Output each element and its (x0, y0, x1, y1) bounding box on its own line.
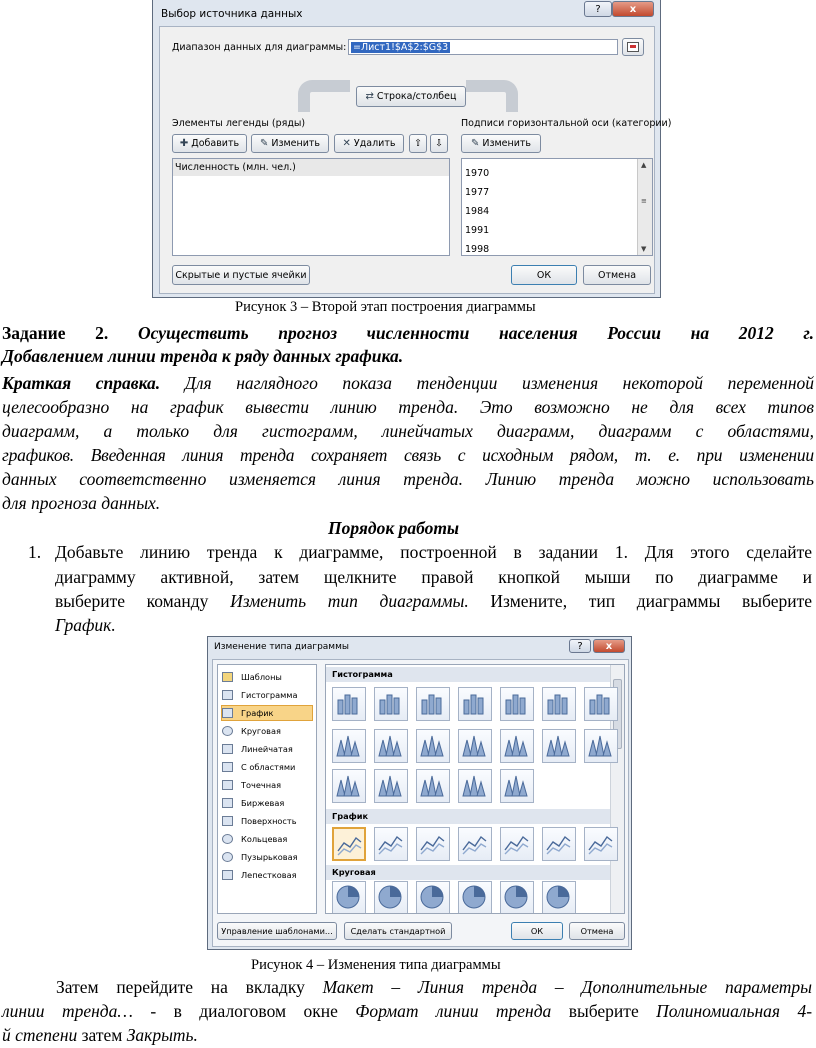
list-item[interactable]: Численность (млн. чел.) (173, 159, 449, 176)
dialog-title: Изменение типа диаграммы (214, 642, 349, 652)
category-surface[interactable]: Поверхность (222, 813, 297, 829)
info-line-3: диаграмм, а только для гистограмм, линейчатых диаграмм, диаграмм с областями, (2, 421, 814, 441)
scatter-chart-icon (222, 780, 233, 790)
switch-icon: ⇄ (365, 91, 374, 102)
column-chart-type-icon[interactable] (584, 687, 618, 721)
collapse-range-icon[interactable] (622, 38, 644, 56)
range-value[interactable]: =Лист1!$A$2:$G$3 (353, 42, 449, 53)
add-series-button[interactable]: ✚ Добавить (172, 134, 247, 153)
legend-label: Элементы легенды (ряды) (172, 118, 306, 129)
edit-axis-button[interactable]: ✎ Изменить (461, 134, 541, 153)
add-icon: ✚ (179, 138, 189, 149)
cone-chart-type-icon[interactable] (500, 729, 534, 763)
category-histogram[interactable]: Гистограмма (222, 687, 297, 703)
category-list[interactable] (461, 158, 653, 256)
manage-templates-button[interactable]: Управление шаблонами... (217, 922, 337, 940)
area-chart-icon (222, 762, 233, 772)
cone-chart-type-icon[interactable] (374, 769, 408, 803)
category-pie[interactable]: Круговая (222, 723, 281, 739)
dialog-body (212, 659, 629, 947)
category-bar[interactable]: Линейчатая (222, 741, 293, 757)
column-chart-type-icon[interactable] (500, 687, 534, 721)
axis-label: Подписи горизонтальной оси (категории) (461, 118, 672, 129)
bar-chart-icon (222, 744, 233, 754)
final-line-3: й степени затем Закрыть. (2, 1025, 198, 1045)
step-line-2: диаграмму активной, затем щелкните правой кнопкой мыши по диаграмме и (55, 567, 812, 587)
cone-chart-type-icon[interactable] (458, 729, 492, 763)
line-chart-icon (222, 708, 233, 718)
dialog-title: Выбор источника данных (161, 8, 303, 20)
figure-3-caption: Рисунок 3 – Второй этап построения диаграммы (235, 299, 536, 315)
edit-icon: ✎ (470, 138, 480, 149)
info-line-1: Краткая справка. Для наглядного показа тенденции изменения некоторой переменной (2, 373, 814, 393)
category-radar[interactable]: Лепестковая (222, 867, 297, 883)
pie-chart-type-icon[interactable] (332, 881, 366, 914)
column-chart-type-icon[interactable] (416, 687, 450, 721)
info-line-5: данных соответственно изменяется линия тренда. Линию тренда можно использовать (2, 469, 814, 489)
change-chart-type-dialog (207, 636, 632, 950)
help-button[interactable]: ? (569, 639, 591, 653)
cone-chart-type-icon[interactable] (542, 729, 576, 763)
range-label: Диапазон данных для диаграммы: (172, 42, 347, 53)
column-chart-type-icon[interactable] (374, 687, 408, 721)
section-line: График (326, 809, 610, 824)
column-chart-type-icon[interactable] (458, 687, 492, 721)
list-item[interactable]: 1977 (465, 187, 490, 198)
step-line-1: Добавьте линию тренда к диаграмме, построенной в задании 1. Для этого сделайте (55, 542, 812, 562)
final-line-2: линии тренда… - в диалоговом окне Формат линии тренда выберите Полиномиальная 4- (2, 1001, 813, 1021)
final-line-1: Затем перейдите на вкладку Макет – Линия тренда – Дополнительные параметры (56, 977, 813, 997)
close-button[interactable]: x (612, 1, 654, 17)
cone-chart-type-icon[interactable] (416, 729, 450, 763)
switch-row-column-button[interactable]: ⇄ Строка/столбец (356, 86, 466, 107)
line-chart-type-icon[interactable] (542, 827, 576, 861)
select-data-source-dialog (152, 0, 672, 298)
info-line-6: для прогноза данных. (2, 493, 161, 513)
chart-type-gallery[interactable] (325, 664, 625, 914)
info-line-2: целесообразно на график вывести линию тренда. Это возможно не для всех типов (2, 397, 814, 417)
category-area[interactable]: С областями (222, 759, 295, 775)
section-histogram: Гистограмма (326, 667, 610, 682)
hidden-cells-button[interactable]: Скрытые и пустые ячейки (172, 265, 310, 285)
edit-icon: ✎ (259, 138, 269, 149)
bubble-chart-icon (222, 852, 233, 862)
task-line-2: Добавлением линии тренда к ряду данных графика. (2, 346, 404, 366)
edit-series-button[interactable]: ✎ Изменить (251, 134, 329, 153)
radar-chart-icon (222, 870, 233, 880)
column-chart-type-icon[interactable] (332, 687, 366, 721)
figure-4-caption: Рисунок 4 – Изменения типа диаграммы (251, 957, 501, 973)
line-chart-type-icon[interactable] (416, 827, 450, 861)
move-down-button[interactable]: ⇩ (430, 134, 448, 153)
step-line-3: выберите команду Изменить тип диаграммы. Измените, тип диаграммы выберите (55, 591, 813, 611)
help-button[interactable]: ? (584, 1, 612, 17)
pie-chart-type-icon[interactable] (416, 881, 450, 914)
scrollbar[interactable]: ▲ ≡ ▼ (637, 159, 652, 255)
cancel-button[interactable]: Отмена (583, 265, 651, 285)
column-chart-icon (222, 690, 233, 700)
surface-chart-icon (222, 816, 233, 826)
right-arrow-graphic (466, 80, 518, 112)
category-doughnut[interactable]: Кольцевая (222, 831, 287, 847)
pie-chart-icon (222, 726, 233, 736)
category-line[interactable]: График (221, 705, 313, 721)
dialog-body (159, 26, 672, 294)
line-chart-type-icon[interactable] (500, 827, 534, 861)
pie-chart-type-icon[interactable] (374, 881, 408, 914)
cancel-button[interactable]: Отмена (569, 922, 625, 940)
chart-category-list[interactable] (217, 664, 317, 914)
pie-chart-type-icon[interactable] (500, 881, 534, 914)
step-line-4: График. (55, 615, 116, 635)
cone-chart-type-icon[interactable] (374, 729, 408, 763)
list-item[interactable]: 1998 (465, 244, 490, 255)
list-item[interactable]: 1984 (465, 206, 490, 217)
cone-chart-type-icon[interactable] (332, 769, 366, 803)
pie-chart-type-icon[interactable] (458, 881, 492, 914)
category-templates[interactable]: Шаблоны (222, 669, 282, 685)
stock-chart-icon (222, 798, 233, 808)
info-line-4: графиков. Введенная линия тренда сохраняет связь с исходным рядом, т. е. при изменении (2, 445, 814, 465)
list-item[interactable]: 1970 (465, 168, 490, 179)
line-chart-type-icon[interactable] (332, 827, 366, 861)
procedure-title: Порядок работы (328, 518, 460, 538)
list-item[interactable]: 1991 (465, 225, 490, 236)
folder-icon (222, 672, 233, 682)
ok-button[interactable]: ОК (511, 922, 563, 940)
series-list[interactable] (172, 158, 450, 256)
line-chart-type-icon[interactable] (374, 827, 408, 861)
delete-series-button[interactable]: ✕ Удалить (334, 134, 404, 153)
section-pie: Круговая (326, 865, 610, 880)
delete-icon: ✕ (342, 138, 351, 149)
range-input[interactable] (348, 39, 618, 55)
close-button[interactable]: x (593, 639, 625, 653)
line-chart-type-icon[interactable] (584, 827, 618, 861)
line-chart-type-icon[interactable] (458, 827, 492, 861)
move-up-button[interactable]: ⇧ (409, 134, 427, 153)
column-chart-type-icon[interactable] (542, 687, 576, 721)
ok-button[interactable]: ОК (511, 265, 577, 285)
cone-chart-type-icon[interactable] (458, 769, 492, 803)
cone-chart-type-icon[interactable] (332, 729, 366, 763)
doughnut-chart-icon (222, 834, 233, 844)
pie-chart-type-icon[interactable] (542, 881, 576, 914)
step-number: 1. (28, 542, 42, 562)
task-line-1: Задание 2. Осуществить прогноз численности населения России на 2012 г. (2, 323, 814, 343)
category-stock[interactable]: Биржевая (222, 795, 284, 811)
set-default-button[interactable]: Сделать стандартной (344, 922, 452, 940)
cone-chart-type-icon[interactable] (584, 729, 618, 763)
left-arrow-graphic (298, 80, 350, 112)
category-scatter[interactable]: Точечная (222, 777, 281, 793)
cone-chart-type-icon[interactable] (416, 769, 450, 803)
cone-chart-type-icon[interactable] (500, 769, 534, 803)
category-bubble[interactable]: Пузырьковая (222, 849, 298, 865)
